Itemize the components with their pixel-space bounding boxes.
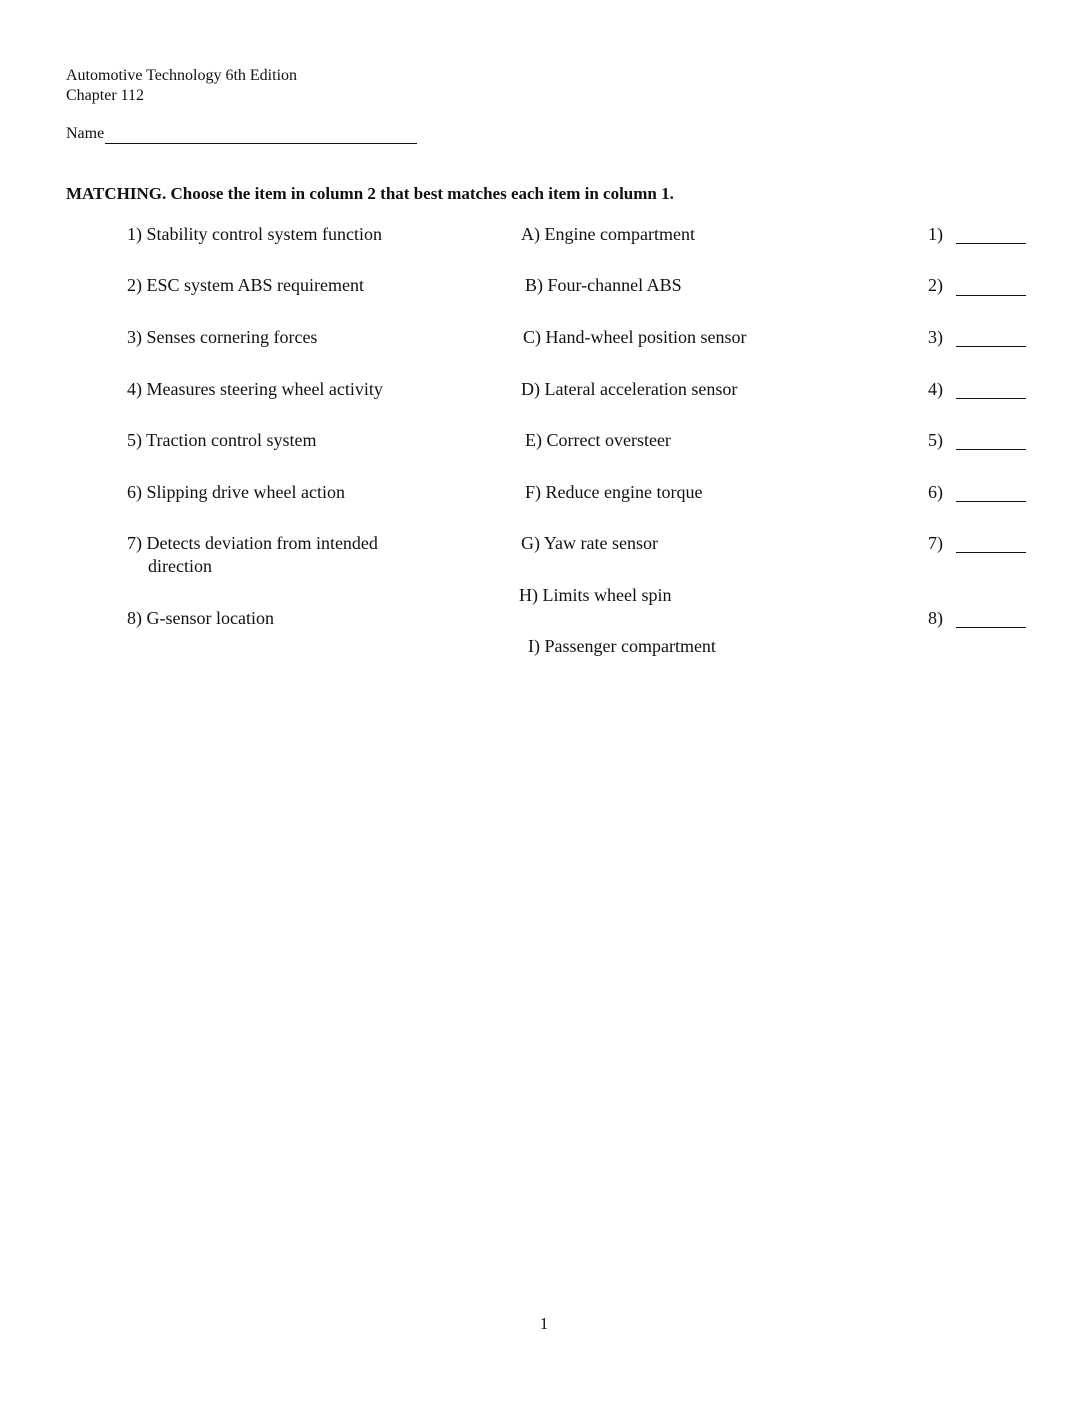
column1-item: [127, 532, 378, 578]
answer-label: 3): [928, 327, 943, 347]
name-label: Name: [66, 125, 105, 142]
answer-label: 4): [928, 379, 943, 399]
answer-label: 2): [928, 275, 943, 295]
matching-instructions: MATCHING. Choose the item in column 2 that best matches each item in column 1.: [66, 184, 674, 203]
column2-item: H) Limits wheel spin: [519, 585, 672, 605]
answer-label: 6): [928, 482, 943, 502]
answer-label: 5): [928, 430, 943, 450]
column2-item: F) Reduce engine torque: [525, 482, 703, 502]
column2-item: B) Four-channel ABS: [525, 275, 682, 295]
column2-item: C) Hand-wheel position sensor: [523, 327, 747, 347]
column1-item: 1) Stability control system function: [127, 224, 382, 244]
answer-blank[interactable]: [956, 243, 1026, 244]
answer-blank[interactable]: [956, 627, 1026, 628]
answer-label: 7): [928, 533, 943, 553]
answer-label: 8): [928, 608, 943, 628]
answer-blank[interactable]: [956, 295, 1026, 296]
column1-item-continuation: direction: [148, 556, 212, 576]
answer-blank[interactable]: [956, 552, 1026, 553]
name-row: [66, 124, 417, 144]
column1-item: 6) Slipping drive wheel action: [127, 482, 345, 502]
column2-item: D) Lateral acceleration sensor: [521, 379, 738, 399]
column1-item: 3) Senses cornering forces: [127, 327, 318, 347]
answer-blank[interactable]: [956, 398, 1026, 399]
column1-item: 2) ESC system ABS requirement: [127, 275, 364, 295]
answer-blank[interactable]: [956, 501, 1026, 502]
column1-item: 5) Traction control system: [127, 430, 317, 450]
book-title: Automotive Technology 6th Edition: [66, 67, 298, 84]
column1-item-line: 7) Detects deviation from intended: [127, 533, 378, 553]
chapter-label: Chapter 112: [66, 87, 145, 104]
name-field[interactable]: [105, 125, 417, 144]
page-number: 1: [539, 1314, 549, 1333]
column2-item: I) Passenger compartment: [528, 636, 716, 656]
column2-item: A) Engine compartment: [521, 224, 695, 244]
column1-item: 4) Measures steering wheel activity: [127, 379, 383, 399]
column2-item: E) Correct oversteer: [525, 430, 671, 450]
answer-blank[interactable]: [956, 346, 1026, 347]
column2-item: G) Yaw rate sensor: [521, 533, 658, 553]
answer-label: 1): [928, 224, 943, 244]
column1-item: 8) G-sensor location: [127, 608, 274, 628]
answer-blank[interactable]: [956, 449, 1026, 450]
